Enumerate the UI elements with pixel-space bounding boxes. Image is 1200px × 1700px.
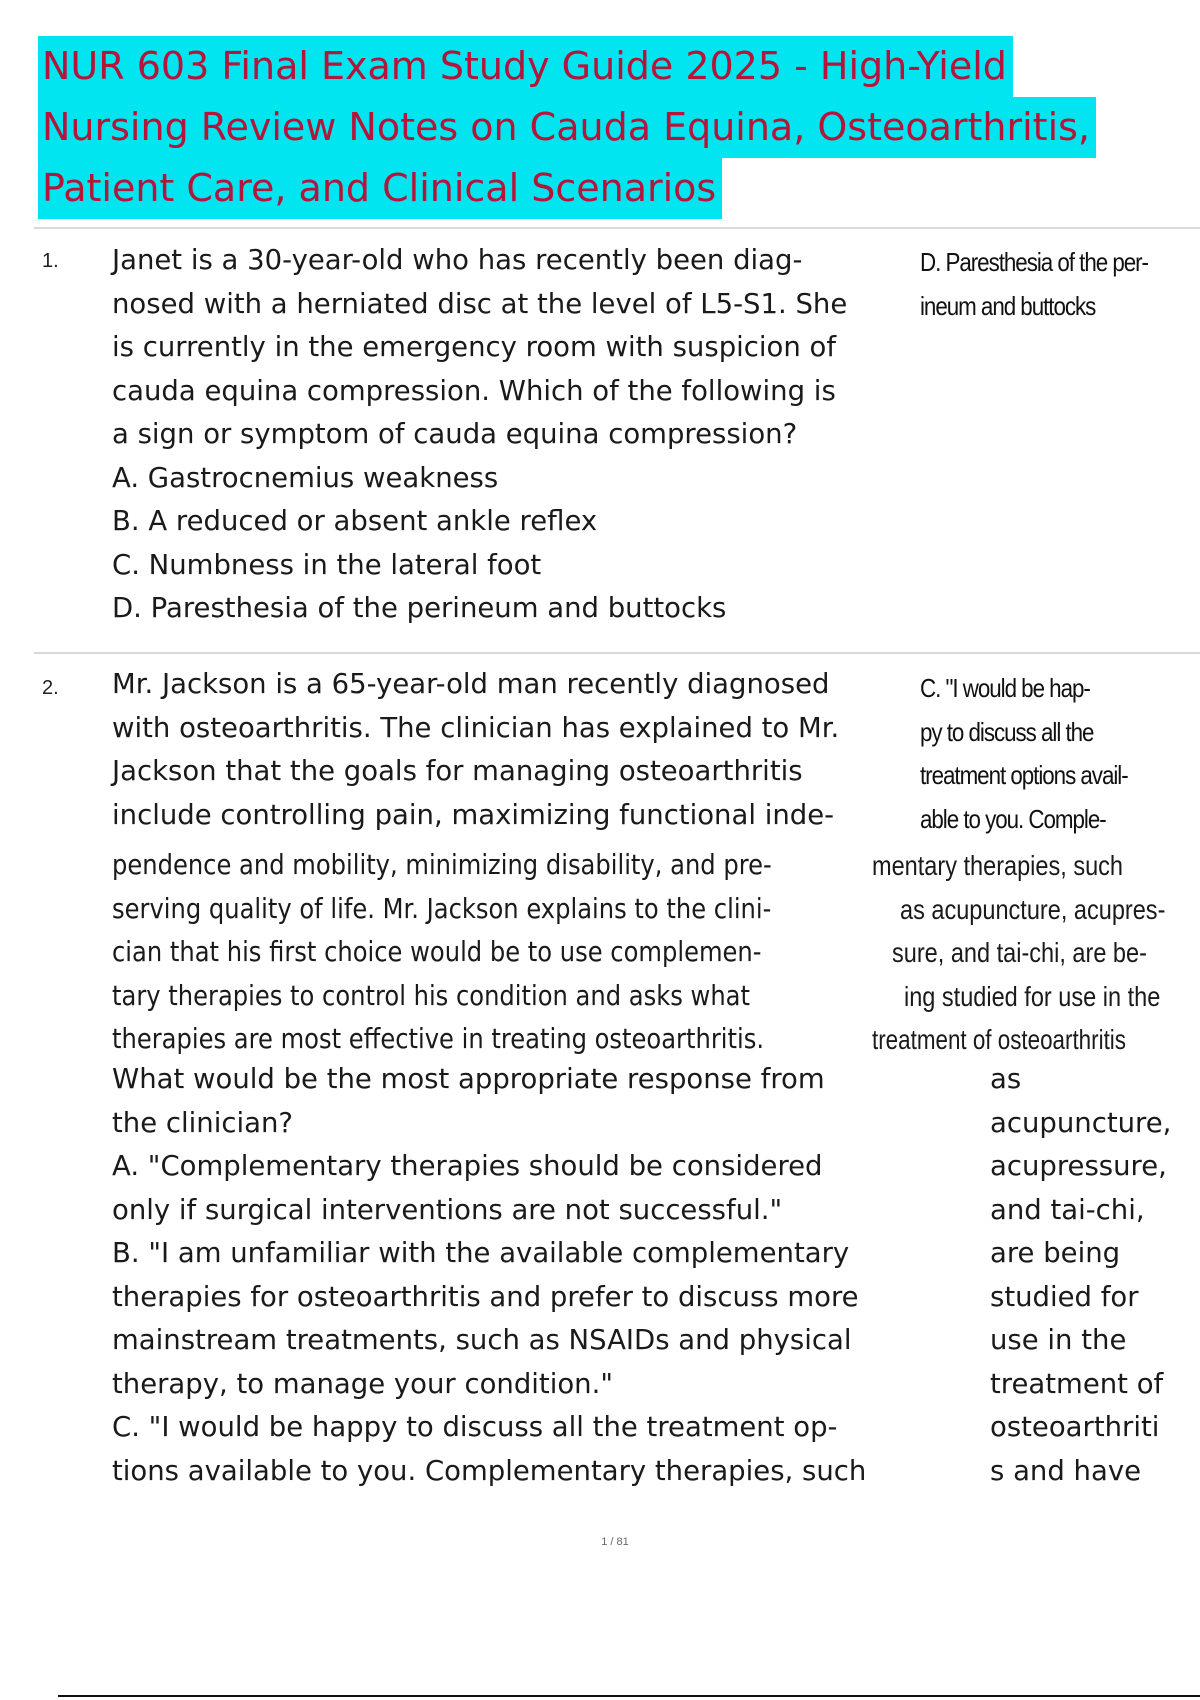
question-2-option-line: therapies for osteoarthritis and prefer to discuss more xyxy=(112,1280,859,1313)
divider xyxy=(34,652,1200,654)
question-2-option-line: only if surgical interventions are not successful." xyxy=(112,1193,783,1226)
question-2-stem-line: cian that his first choice would be to use complemen- xyxy=(112,936,762,968)
question-2-option-line: mainstream treatments, such as NSAIDs and physical xyxy=(112,1324,852,1356)
question-2-answer-narrow xyxy=(920,667,1195,841)
question-1-number: 1. xyxy=(42,250,59,272)
question-2-answer-line: acupuncture, xyxy=(990,1106,1172,1139)
question-1-stem-line: nosed with a herniated disc at the level of L5-S1. She xyxy=(112,287,848,320)
question-2-stem-line: pendence and mobility, minimizing disability, and pre- xyxy=(112,849,772,881)
question-1-stem-line: is currently in the emergency room with suspicion of xyxy=(112,331,837,363)
question-2-stem-line: with osteoarthritis. The clinician has explained to Mr. xyxy=(112,711,840,744)
question-2-answer-line: as xyxy=(990,1063,1022,1095)
question-2-answer-line: studied for xyxy=(990,1280,1139,1313)
title-line-2: Nursing Review Notes on Cauda Equina, Osteoarthritis, xyxy=(38,97,1096,158)
question-1-answer-line: D. Paresthesia of the per- xyxy=(920,247,1148,277)
question-2-answer-line: mentary therapies, such xyxy=(872,850,1124,881)
question-1-stem-line: a sign or symptom of cauda equina compression? xyxy=(112,418,798,450)
question-2-answer-line: are being xyxy=(990,1237,1121,1269)
question-2-answer-line: C. "I would be hap- xyxy=(920,673,1090,703)
title-line-1: NUR 603 Final Exam Study Guide 2025 - High-Yield xyxy=(38,36,1013,97)
question-2-answer-line: py to discuss all the xyxy=(920,716,1094,747)
question-2-stem-line: What would be the most appropriate response from xyxy=(112,1063,825,1095)
title-line-3: Patient Care, and Clinical Scenarios xyxy=(38,158,722,219)
question-2-option-line: A. "Complementary therapies should be considered xyxy=(112,1150,823,1182)
question-2-stem-line: include controlling pain, maximizing functional inde- xyxy=(112,798,835,831)
question-2-option-line: B. "I am unfamiliar with the available complementary xyxy=(112,1237,850,1269)
question-2-answer-line: and tai-chi, xyxy=(990,1193,1145,1226)
question-2-answer-line: use in the xyxy=(990,1324,1127,1356)
question-2-answer-line: s and have xyxy=(990,1454,1142,1487)
question-1-option-d: D. Paresthesia of the perineum and buttocks xyxy=(112,592,727,624)
question-2-answer-line: treatment options avail- xyxy=(920,760,1128,790)
question-2-option-line: C. "I would be happy to discuss all the treatment op- xyxy=(112,1411,838,1443)
question-2-answer-line: treatment of osteoarthritis xyxy=(872,1024,1126,1055)
question-1-text xyxy=(112,239,912,631)
question-2-option-line: therapy, to manage your condition." xyxy=(112,1367,614,1400)
question-1-stem-line: Janet is a 30-year-old who has recently been diag- xyxy=(112,244,803,276)
question-2-stem-line: therapies are most effective in treating osteoarthritis. xyxy=(112,1023,765,1055)
question-2-text-top xyxy=(112,663,912,837)
question-2-answer-line: able to you. Comple- xyxy=(920,803,1106,834)
question-2-answer-continued xyxy=(990,1058,1195,1493)
question-2-answer-line: acupressure, xyxy=(990,1150,1167,1182)
question-2-answer-line: treatment of xyxy=(990,1367,1164,1400)
divider xyxy=(34,227,1200,229)
question-2-option-line: tions available to you. Complementary therapies, such xyxy=(112,1454,867,1487)
footer-divider xyxy=(58,1695,1200,1697)
page-number: 1 / 81 xyxy=(601,1536,629,1548)
question-2-text-bottom xyxy=(112,1058,932,1493)
question-2-stem-line: the clinician? xyxy=(112,1106,293,1139)
question-1-option-b: B. A reduced or absent ankle reflex xyxy=(112,505,598,537)
question-1-answer-line: ineum and buttocks xyxy=(920,290,1096,321)
document-title xyxy=(38,36,1118,219)
question-1-option-c: C. Numbness in the lateral foot xyxy=(112,548,542,581)
question-2-answer-line: sure, and tai-chi, are be- xyxy=(892,937,1147,968)
question-1-answer xyxy=(920,241,1195,328)
question-2-text-middle xyxy=(112,844,1200,1062)
question-2-number: 2. xyxy=(42,677,59,699)
question-2-stem-line: serving quality of life. Mr. Jackson explains to the clini- xyxy=(112,892,772,925)
question-2-stem-line: Jackson that the goals for managing osteoarthritis xyxy=(112,755,803,787)
question-2-answer-line: osteoarthriti xyxy=(990,1411,1160,1443)
question-2-stem-line: tary therapies to control his condition and asks what xyxy=(112,979,750,1012)
question-1-option-a: A. Gastrocnemius weakness xyxy=(112,461,499,494)
question-1-stem-line: cauda equina compression. Which of the following is xyxy=(112,374,836,407)
question-2-stem-line: Mr. Jackson is a 65-year-old man recently diagnosed xyxy=(112,668,830,700)
question-2-answer-line: ing studied for use in the xyxy=(904,980,1161,1012)
question-2-answer-line: as acupuncture, acupres- xyxy=(900,893,1166,925)
